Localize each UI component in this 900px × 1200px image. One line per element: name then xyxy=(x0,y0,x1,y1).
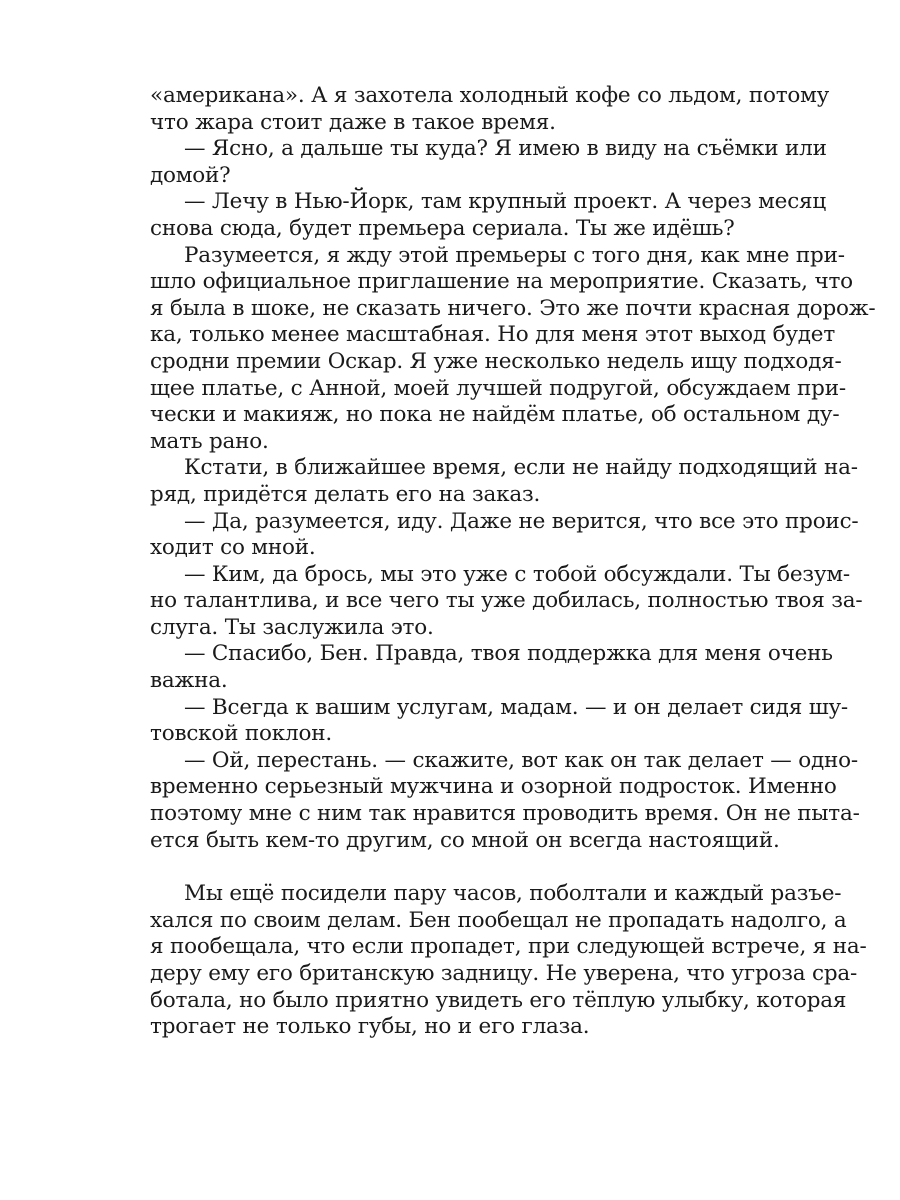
text-line: — Ясно, а дальше ты куда? Я имею в виду на съёмки или xyxy=(184,136,827,162)
text-line: Кстати, в ближайшее время, если не найду подходящий на- xyxy=(184,455,858,481)
text-line: хался по своим делам. Бен пообещал не пропадать надолго, а xyxy=(150,907,847,933)
text-line: — Да, разумеется, иду. Даже не верится, что все это проис- xyxy=(184,508,859,534)
paragraph xyxy=(150,189,827,242)
text-line: — Спасибо, Бен. Правда, твоя поддержка для меня очень xyxy=(184,641,833,667)
paragraph xyxy=(150,136,827,189)
text-line: ряд, придётся делать его на заказ. xyxy=(150,481,541,507)
text-line: снова сюда, будет премьера сериала. Ты же идёшь? xyxy=(150,215,735,241)
paragraph xyxy=(150,747,860,854)
text-line: мать рано. xyxy=(150,428,269,454)
text-line: ходит со мной. xyxy=(150,535,316,561)
text-line: я пообещала, что если пропадет, при следующей встрече, я на- xyxy=(150,934,867,960)
text-line: я была в шоке, не сказать ничего. Это же почти красная дорож- xyxy=(150,295,876,321)
text-line: «американа». А я захотела холодный кофе со льдом, потому xyxy=(150,83,830,108)
paragraph xyxy=(150,881,867,1041)
text-line: ботала, но было приятно увидеть его тёплую улыбку, которая xyxy=(150,987,847,1013)
paragraph xyxy=(150,641,833,694)
text-line: щее платье, с Анной, моей лучшей подругой, обсуждаем при- xyxy=(150,375,846,401)
text-line: временно серьезный мужчина и озорной подросток. Именно xyxy=(150,774,837,800)
text-line: поэтому мне с ним так нравится проводить время. Он не пыта- xyxy=(150,801,860,827)
text-line: чески и макияж, но пока не найдём платье, об остальном ду- xyxy=(150,402,840,428)
book-page-text xyxy=(150,83,876,1041)
text-line: ется быть кем-то другим, со мной он всегда настоящий. xyxy=(150,827,780,853)
text-line: домой? xyxy=(150,162,231,188)
paragraph xyxy=(150,694,848,748)
paragraph xyxy=(150,508,859,562)
text-line: Мы ещё посидели пару часов, поболтали и каждый разъе- xyxy=(184,881,842,907)
text-line: шло официальное приглашение на мероприятие. Сказать, что xyxy=(150,269,853,295)
text-line: важна. xyxy=(150,668,228,694)
paragraph xyxy=(150,242,876,456)
text-line: ка, только менее масштабная. Но для меня этот выход будет xyxy=(150,322,836,348)
paragraph xyxy=(150,455,858,508)
text-line: слуга. Ты заслужила это. xyxy=(150,614,434,640)
text-line: деру ему его британскую задницу. Не уверена, что угроза сра- xyxy=(150,961,858,986)
text-line: трогает не только губы, но и его глаза. xyxy=(150,1014,590,1040)
section-break xyxy=(150,854,782,881)
text-line: товской поклон. xyxy=(150,721,333,747)
paragraph xyxy=(150,83,830,136)
text-line: сродни премии Оскар. Я уже несколько недель ищу подходя- xyxy=(150,348,842,374)
text-line: но талантлива, и все чего ты уже добилась, полностью твоя за- xyxy=(150,588,863,614)
text-line: — Лечу в Нью-Йорк, там крупный проект. А через месяц xyxy=(184,189,827,215)
text-line: — Ой, перестань. — скажите, вот как он так делает — одно- xyxy=(184,747,858,773)
text-line: что жара стоит даже в такое время. xyxy=(150,109,556,135)
paragraph xyxy=(150,561,863,642)
text-line: — Ким, да брось, мы это уже с тобой обсуждали. Ты безум- xyxy=(184,561,850,587)
text-line: Разумеется, я жду этой премьеры с того дня, как мне при- xyxy=(184,242,845,268)
text-line: — Всегда к вашим услугам, мадам. — и он делает сидя шу- xyxy=(184,694,848,720)
